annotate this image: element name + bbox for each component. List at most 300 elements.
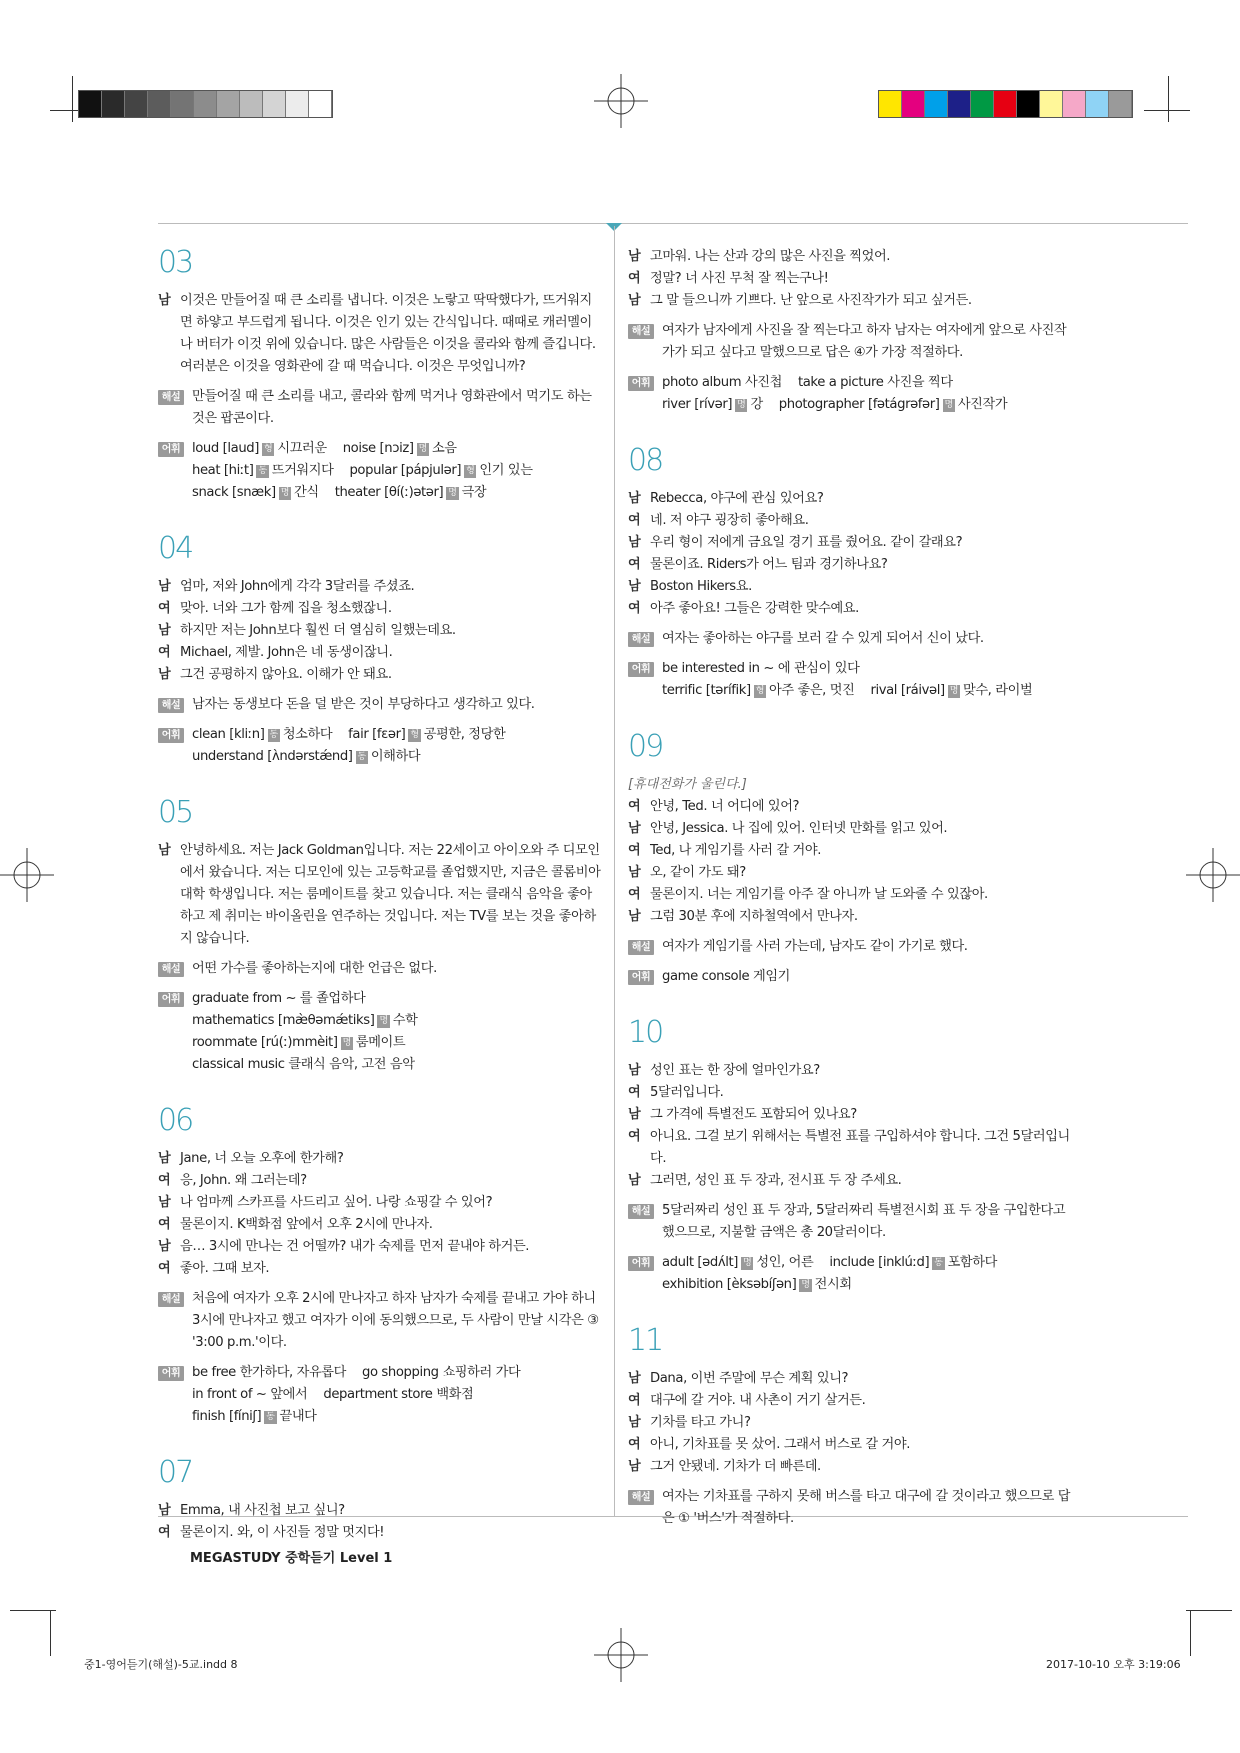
- vocab-item: [335, 482, 487, 504]
- explanation-tag: 해설: [158, 698, 184, 713]
- vocabulary-list: [192, 438, 603, 504]
- dialogue-line: [628, 1412, 1078, 1434]
- explanation: [158, 694, 603, 716]
- question-section: [158, 246, 603, 504]
- part-of-speech-badge: 형: [755, 686, 765, 696]
- question-section: [158, 1456, 603, 1544]
- explanation: [628, 320, 1078, 364]
- vocab-word: take a picture: [797, 375, 884, 390]
- dialogue-line: [628, 290, 1078, 312]
- dialogue-text: 아니요. 그걸 보기 위해서는 특별전 표를 구입하셔야 합니다. 그건 5달러입니다.: [650, 1129, 1070, 1166]
- question-section: [158, 532, 603, 768]
- explanation-text: 어떤 가수를 좋아하는지에 대한 언급은 없다.: [192, 961, 437, 976]
- dialogue-line: [628, 246, 1078, 268]
- dialogue-text: 안녕, Ted. 너 어디에 있어?: [650, 799, 800, 814]
- vocab-word: popular [pápjulər]: [349, 463, 462, 478]
- explanation: [158, 958, 603, 980]
- part-of-speech-badge: 명: [944, 400, 953, 410]
- color-swatch: [125, 91, 148, 117]
- vocab-word: mathematics [mæ̀θəmǽtiks]: [192, 1013, 375, 1028]
- dialogue-text: 그럼 30분 후에 지하철역에서 만나자.: [650, 909, 858, 924]
- dialogue-line: [628, 1434, 1078, 1456]
- speaker-label: 남: [628, 1371, 641, 1386]
- color-swatch: [240, 91, 263, 117]
- question-section: [628, 730, 1078, 988]
- dialogue-line: [628, 884, 1078, 906]
- dialogue-line: [158, 664, 603, 686]
- speaker-label: 여: [628, 1393, 641, 1408]
- part-of-speech-badge: 명: [280, 488, 289, 498]
- vocab-item: [192, 1010, 417, 1032]
- footer-title: MEGASTUDY 중학듣기 Level 1: [190, 1551, 393, 1566]
- speaker-label: 남: [158, 293, 171, 308]
- vocab-item: [192, 1362, 346, 1384]
- vocab-meaning: 전시회: [814, 1277, 852, 1292]
- vocab-meaning: 맞수, 라이벌: [963, 683, 1033, 698]
- explanation: [628, 628, 1078, 650]
- color-swatch: [1086, 91, 1109, 117]
- vocab-item: [662, 372, 782, 394]
- dialogue-text: 좋아. 그때 보자.: [180, 1261, 270, 1276]
- vocab-meaning: 간식: [294, 485, 319, 500]
- vocab-meaning: 사진첩: [744, 375, 782, 390]
- color-swatch: [217, 91, 240, 117]
- dialogue-line: [628, 488, 1078, 510]
- crop-mark: [1144, 110, 1190, 111]
- vocabulary-list: [662, 658, 1078, 702]
- vocabulary-tag: 어휘: [628, 1256, 654, 1271]
- dialogue-line: [158, 290, 603, 378]
- question-number: 04: [158, 531, 193, 566]
- speaker-label: 남: [628, 535, 641, 550]
- vocab-item: [192, 724, 332, 746]
- speaker-label: 남: [628, 491, 641, 506]
- vocab-meaning: 쇼핑하러 가다: [442, 1365, 521, 1380]
- dialogue-text: 음… 3시에 만나는 건 어떨까? 내가 숙제를 먼저 끝내야 하거든.: [180, 1239, 530, 1254]
- dialogue-text: 물론이지. K백화점 앞에서 오후 2시에 만나자.: [180, 1217, 433, 1232]
- vocab-meaning: 를 졸업하다: [299, 991, 366, 1006]
- dialogue-text: 아주 좋아요! 그들은 강력한 맞수예요.: [650, 601, 859, 616]
- vocab-meaning: 포함하다: [947, 1255, 997, 1270]
- vocab-word: fair [fɛər]: [348, 727, 406, 742]
- explanation-text: 여자는 좋아하는 야구를 보러 갈 수 있게 되어서 신이 났다.: [662, 631, 984, 646]
- dialogue-text: 고마워. 나는 산과 강의 많은 사진을 찍었어.: [650, 249, 891, 264]
- dialogue-line: [158, 1500, 603, 1522]
- dialogue-text: 그 가격에 특별전도 포함되어 있나요?: [650, 1107, 857, 1122]
- vocab-word: exhibition [èksəbíʃən]: [662, 1277, 797, 1292]
- registration-mark-right-icon: [1186, 848, 1240, 902]
- vocab-meaning: 백화점: [436, 1387, 474, 1402]
- dialogue-line: [628, 268, 1078, 290]
- speaker-label: 남: [158, 623, 171, 638]
- vocabulary-list: [662, 966, 1078, 988]
- explanation-tag: 해설: [628, 632, 654, 647]
- part-of-speech-badge: 명: [737, 400, 746, 410]
- dialogue-text: 오, 같이 가도 돼?: [650, 865, 746, 880]
- speaker-label: 여: [158, 1525, 171, 1540]
- dialogue-text: 물론이죠. Riders가 어느 팀과 경기하나요?: [650, 557, 888, 572]
- part-of-speech-badge: 명: [949, 686, 958, 696]
- vocab-item: [192, 1054, 415, 1076]
- speaker-label: 남: [158, 579, 171, 594]
- dialogue-line: [628, 510, 1078, 532]
- question-section: [628, 444, 1078, 702]
- part-of-speech-badge: 명: [743, 1258, 752, 1268]
- dialogue-text: 하지만 저는 John보다 훨씬 더 열심히 일했는데요.: [180, 623, 456, 638]
- dialogue-text: Boston Hikers요.: [650, 579, 752, 594]
- vocab-meaning: 아주 좋은, 멋진: [769, 683, 855, 698]
- vocab-item: [662, 1252, 813, 1274]
- vocab-word: river [rívər]: [662, 397, 733, 412]
- vocab-word: include [inklúːd]: [829, 1255, 930, 1270]
- question-number: 09: [628, 729, 663, 764]
- vocab-meaning: 청소하다: [282, 727, 333, 742]
- dialogue-text: 나 엄마께 스카프를 사드리고 싶어. 나랑 쇼핑갈 수 있어?: [180, 1195, 493, 1210]
- registration-mark-top-icon: [594, 74, 648, 128]
- vocabulary: [628, 658, 1078, 702]
- speaker-label: 여: [628, 601, 641, 616]
- vocab-item: [662, 1274, 852, 1296]
- part-of-speech-badge: 동: [357, 752, 366, 762]
- vocab-meaning: 사진작가: [957, 397, 1008, 412]
- dialogue-line: [158, 1148, 603, 1170]
- speaker-label: 여: [628, 271, 641, 286]
- vocab-item: [349, 460, 532, 482]
- vocab-word: be interested in ~: [662, 661, 775, 676]
- dialogue-text: Michael, 제발. John은 네 동생이잖니.: [180, 645, 393, 660]
- dialogue-line: [628, 1456, 1078, 1478]
- explanation: [628, 1486, 1078, 1530]
- vocabulary-tag: 어휘: [628, 970, 654, 985]
- dialogue-text: 그건 공평하지 않아요. 이해가 안 돼요.: [180, 667, 392, 682]
- dialogue-line: [628, 906, 1078, 928]
- vocab-item: [662, 680, 854, 702]
- vocabulary: [628, 372, 1078, 416]
- speaker-label: 남: [628, 865, 641, 880]
- color-swatch: [194, 91, 217, 117]
- left-column: [158, 246, 603, 1572]
- speaker-label: 여: [628, 887, 641, 902]
- dialogue-line: [158, 1192, 603, 1214]
- vocab-item: [192, 1032, 405, 1054]
- explanation-text: 남자는 동생보다 돈을 덜 받은 것이 부당하다고 생각하고 있다.: [192, 697, 535, 712]
- speaker-label: 여: [628, 799, 641, 814]
- part-of-speech-badge: 동: [269, 730, 278, 740]
- dialogue-text: Ted, 나 게임기를 사러 갈 거야.: [650, 843, 822, 858]
- column-divider: [614, 226, 615, 1516]
- dialogue-text: 우리 형이 저에게 금요일 경기 표를 줬어요. 같이 갈래요?: [650, 535, 963, 550]
- vocab-word: snack [snæk]: [192, 485, 276, 500]
- dialogue-text: 성인 표는 한 장에 얼마인가요?: [650, 1063, 820, 1078]
- vocab-item: [662, 966, 790, 988]
- vocab-meaning: 소음: [431, 441, 457, 456]
- dialogue-text: 기차를 타고 가니?: [650, 1415, 751, 1430]
- speaker-label: 남: [158, 1195, 171, 1210]
- speaker-label: 남: [628, 249, 641, 264]
- vocab-meaning: 수학: [392, 1013, 418, 1028]
- vocab-word: graduate from ~: [192, 991, 297, 1006]
- vocab-item: [362, 1362, 520, 1384]
- explanation-tag: 해설: [628, 1490, 654, 1505]
- stage-direction: [휴대전화가 울린다.]: [628, 777, 747, 792]
- dialogue-line: [158, 576, 603, 598]
- speaker-label: 여: [158, 645, 171, 660]
- part-of-speech-badge: 형: [410, 730, 419, 740]
- part-of-speech-badge: 동: [266, 1412, 275, 1422]
- vocabulary: [158, 1362, 603, 1428]
- dialogue-text: 그거 안됐네. 기차가 더 빠른데.: [650, 1459, 821, 1474]
- dialogue-line: [628, 1390, 1078, 1412]
- vocab-word: classical music: [192, 1057, 285, 1072]
- question-section: [628, 246, 1078, 416]
- dialogue-line: [158, 840, 603, 950]
- vocab-word: photographer [fətágrəfər]: [778, 397, 940, 412]
- dialogue-line: [158, 1170, 603, 1192]
- color-swatch: [948, 91, 971, 117]
- explanation: [628, 936, 1078, 958]
- vocab-word: be free: [192, 1365, 236, 1380]
- dialogue-line: [158, 1214, 603, 1236]
- vocab-meaning: 뜨거워지다: [271, 463, 334, 478]
- dialogue-line: [628, 796, 1078, 818]
- part-of-speech-badge: 형: [264, 444, 273, 454]
- speaker-label: 여: [158, 601, 171, 616]
- question-number: 08: [628, 443, 663, 478]
- gray-color-bar: [78, 90, 333, 118]
- vocab-word: theater [θí(ː)ətər]: [334, 485, 444, 500]
- vocab-meaning: 공평한, 정당한: [423, 727, 506, 742]
- vocab-word: go shopping: [361, 1365, 439, 1380]
- part-of-speech-badge: 명: [342, 1038, 351, 1048]
- vocab-item: [662, 658, 859, 680]
- dialogue-text: 물론이지. 와, 이 사진들 정말 멋지다!: [180, 1525, 385, 1540]
- explanation: [158, 1288, 603, 1354]
- top-rule: [158, 223, 1188, 224]
- vocabulary-list: [192, 1362, 603, 1428]
- vocab-meaning: 클래식 음악, 고전 음악: [288, 1057, 415, 1072]
- vocab-meaning: 룸메이트: [355, 1035, 406, 1050]
- part-of-speech-badge: 명: [448, 488, 457, 498]
- dialogue-text: Emma, 내 사진첩 보고 싶니?: [180, 1503, 345, 1518]
- file-slug: 중1-영어듣기(해설)-5교.indd 8: [84, 1658, 238, 1671]
- dialogue-line: [628, 1126, 1078, 1170]
- speaker-label: 남: [158, 667, 171, 682]
- dialogue-text: Dana, 이번 주말에 무슨 계획 있니?: [650, 1371, 849, 1386]
- dialogue-line: [628, 1170, 1078, 1192]
- explanation-tag: 해설: [158, 1292, 184, 1307]
- dialogue-line: [628, 1104, 1078, 1126]
- dialogue-line: [158, 598, 603, 620]
- question-section: [158, 796, 603, 1076]
- speaker-label: 남: [628, 579, 641, 594]
- question-number: 11: [628, 1323, 663, 1358]
- dialogue-text: 아니, 기차표를 못 샀어. 그래서 버스로 갈 거야.: [650, 1437, 911, 1452]
- speaker-label: 여: [158, 1261, 171, 1276]
- color-swatch: [309, 91, 332, 117]
- process-color-bar: [878, 90, 1133, 118]
- vocab-word: finish [fíniʃ]: [192, 1409, 262, 1424]
- color-swatch: [263, 91, 286, 117]
- explanation-tag: 해설: [628, 940, 654, 955]
- vocab-word: terrific [tərífik]: [662, 683, 751, 698]
- color-swatch: [879, 91, 902, 117]
- right-column: [628, 246, 1078, 1558]
- explanation-tag: 해설: [158, 390, 184, 405]
- crop-mark: [72, 76, 73, 122]
- vocabulary: [158, 438, 603, 504]
- question-section: [628, 1016, 1078, 1296]
- dialogue-text: 응, John. 왜 그러는데?: [180, 1173, 307, 1188]
- crop-mark: [50, 1610, 51, 1656]
- speaker-label: 남: [628, 909, 641, 924]
- vocab-word: in front of ~: [192, 1387, 267, 1402]
- vocab-item: [192, 746, 420, 768]
- explanation-text: 여자는 기차표를 구하지 못해 버스를 타고 대구에 갈 것이라고 했으므로 답은 ① '버스'가 적절하다.: [662, 1489, 1071, 1526]
- question-number: 07: [158, 1455, 193, 1490]
- dialogue-line: [628, 598, 1078, 620]
- vocab-word: understand [ʌ̀ndərstǽnd]: [192, 749, 353, 764]
- explanation-text: 처음에 여자가 오후 2시에 만나자고 하자 남자가 숙제를 끝내고 가야 하니 3시에 만나자고 했고 여자가 이에 동의했으므로, 두 사람이 만날 시각은 ③ '3:00 p.m.'이다.: [192, 1291, 599, 1350]
- vocab-item: [192, 438, 327, 460]
- explanation-tag: 해설: [158, 962, 184, 977]
- question-number: 06: [158, 1103, 193, 1138]
- vocab-meaning: 극장: [461, 485, 487, 500]
- vocab-word: game console: [662, 969, 750, 984]
- dialogue-line: [628, 862, 1078, 884]
- speaker-label: 남: [628, 1173, 641, 1188]
- color-swatch: [1109, 91, 1132, 117]
- vocab-item: [192, 988, 365, 1010]
- dialogue-text: 5달러입니다.: [650, 1085, 724, 1100]
- speaker-label: 여: [628, 1129, 641, 1144]
- vocab-item: [323, 1384, 473, 1406]
- dialogue-text: 그러면, 성인 표 두 장과, 전시표 두 장 주세요.: [650, 1173, 902, 1188]
- vocab-meaning: 이해하다: [370, 749, 421, 764]
- explanation-tag: 해설: [628, 1204, 654, 1219]
- vocab-item: [343, 438, 457, 460]
- part-of-speech-badge: 명: [379, 1016, 388, 1026]
- part-of-speech-badge: 형: [466, 466, 475, 476]
- vocabulary: [628, 966, 1078, 988]
- crop-mark: [1190, 1610, 1191, 1656]
- vocab-meaning: 시끄러운: [277, 441, 327, 456]
- vocabulary-tag: 어휘: [628, 376, 654, 391]
- vocabulary-tag: 어휘: [628, 662, 654, 677]
- print-timestamp: 2017-10-10 오후 3:19:06: [1046, 1658, 1181, 1671]
- part-of-speech-badge: 동: [258, 466, 267, 476]
- dialogue-text: 정말? 너 사진 무척 잘 찍는구나!: [650, 271, 829, 286]
- dialogue-line: [158, 1258, 603, 1280]
- question-number: 03: [158, 245, 193, 280]
- vocab-meaning: 앞에서: [270, 1387, 308, 1402]
- dialogue-line: [158, 1236, 603, 1258]
- speaker-label: 남: [158, 1151, 171, 1166]
- dialogue-line: [628, 532, 1078, 554]
- dialogue-line: [628, 1082, 1078, 1104]
- dialogue-text: Jane, 너 오늘 오후에 한가해?: [180, 1151, 344, 1166]
- color-swatch: [925, 91, 948, 117]
- dialogue-line: [158, 642, 603, 664]
- explanation-text: 여자가 게임기를 사러 가는데, 남자도 같이 가기로 했다.: [662, 939, 968, 954]
- vocab-meaning: 게임기: [753, 969, 791, 984]
- vocab-item: [779, 394, 1007, 416]
- speaker-label: 남: [628, 1459, 641, 1474]
- vocab-meaning: 인기 있는: [479, 463, 533, 478]
- vocab-word: loud [laud]: [192, 441, 260, 456]
- vocab-word: clean [kliːn]: [192, 727, 265, 742]
- part-of-speech-badge: 명: [801, 1280, 810, 1290]
- dialogue-text: 네. 저 야구 굉장히 좋아해요.: [650, 513, 809, 528]
- vocab-item: [870, 680, 1032, 702]
- explanation-text: 5달러짜리 성인 표 두 장과, 5달러짜리 특별전시회 표 두 장을 구입한다고 했으므로, 지불할 금액은 총 20달러이다.: [662, 1203, 1066, 1240]
- vocab-word: rival [ráivəl]: [870, 683, 945, 698]
- question-section: [158, 1104, 603, 1428]
- dialogue-line: [628, 1368, 1078, 1390]
- vocab-item: [662, 394, 763, 416]
- vocabulary: [158, 724, 603, 768]
- color-swatch: [148, 91, 171, 117]
- dialogue-line: [628, 576, 1078, 598]
- part-of-speech-badge: 동: [934, 1258, 943, 1268]
- vocab-word: photo album: [662, 375, 742, 390]
- dialogue-text: 물론이지. 너는 게임기를 아주 잘 아니까 날 도와줄 수 있잖아.: [650, 887, 988, 902]
- explanation-tag: 해설: [628, 324, 654, 339]
- dialogue-line: [158, 620, 603, 642]
- vocabulary-list: [192, 724, 603, 768]
- color-swatch: [902, 91, 925, 117]
- color-swatch: [171, 91, 194, 117]
- color-swatch: [102, 91, 125, 117]
- dialogue-line: [628, 1060, 1078, 1082]
- vocab-meaning: 한가하다, 자유롭다: [239, 1365, 346, 1380]
- dialogue-line: [158, 1522, 603, 1544]
- dialogue-text: Rebecca, 야구에 관심 있어요?: [650, 491, 824, 506]
- vocab-meaning: 강: [750, 397, 763, 412]
- vocabulary-list: [662, 372, 1078, 416]
- registration-mark-bottom-icon: [594, 1628, 648, 1682]
- speaker-label: 남: [628, 1063, 641, 1078]
- vocab-item: [192, 1384, 307, 1406]
- dialogue-text: 그 말 들으니까 기쁘다. 난 앞으로 사진작가가 되고 싶거든.: [650, 293, 972, 308]
- color-swatch: [971, 91, 994, 117]
- dialogue-text: 안녕하세요. 저는 Jack Goldman입니다. 저는 22세이고 아이오와 주 디모인에서 왔습니다. 저는 디모인에 있는 고등학교를 졸업했지만, 지금은 콜롬비아 대학 학생입니다. 저는 룸메이트를 찾고 있습니다. 저는 클래식 음악을 좋아하고 제 취미는 바이올린을 연주하는 것입니다. 저는 TV를 보는 것을 좋아하지 않습니다.: [180, 843, 601, 946]
- part-of-speech-badge: 명: [418, 444, 427, 454]
- vocab-word: noise [nɔiz]: [342, 441, 414, 456]
- speaker-label: 여: [158, 1173, 171, 1188]
- color-swatch: [994, 91, 1017, 117]
- vocabulary: [158, 988, 603, 1076]
- dialogue-text: 대구에 갈 거야. 내 사촌이 거기 살거든.: [650, 1393, 866, 1408]
- color-swatch: [1040, 91, 1063, 117]
- crop-mark: [1168, 76, 1169, 122]
- speaker-label: 여: [628, 513, 641, 528]
- dialogue-text: 엄마, 저와 John에게 각각 3달러를 주셨죠.: [180, 579, 415, 594]
- color-swatch: [286, 91, 309, 117]
- dialogue-line: [628, 840, 1078, 862]
- speaker-label: 남: [158, 1503, 171, 1518]
- vocabulary-tag: 어휘: [158, 992, 184, 1007]
- explanation-text: 여자가 남자에게 사진을 잘 찍는다고 하자 남자는 여자에게 앞으로 사진작가가 되고 싶다고 말했으므로 답은 ④가 가장 적절하다.: [662, 323, 1067, 360]
- dialogue-text: 안녕, Jessica. 나 집에 있어. 인터넷 만화를 읽고 있어.: [650, 821, 948, 836]
- vocabulary: [628, 1252, 1078, 1296]
- crop-mark: [1186, 1610, 1232, 1611]
- vocabulary-tag: 어휘: [158, 442, 184, 457]
- vocab-item: [798, 372, 953, 394]
- vocab-word: heat [hiːt]: [192, 463, 254, 478]
- speaker-label: 여: [628, 557, 641, 572]
- vocab-item: [192, 482, 319, 504]
- vocabulary-tag: 어휘: [158, 728, 184, 743]
